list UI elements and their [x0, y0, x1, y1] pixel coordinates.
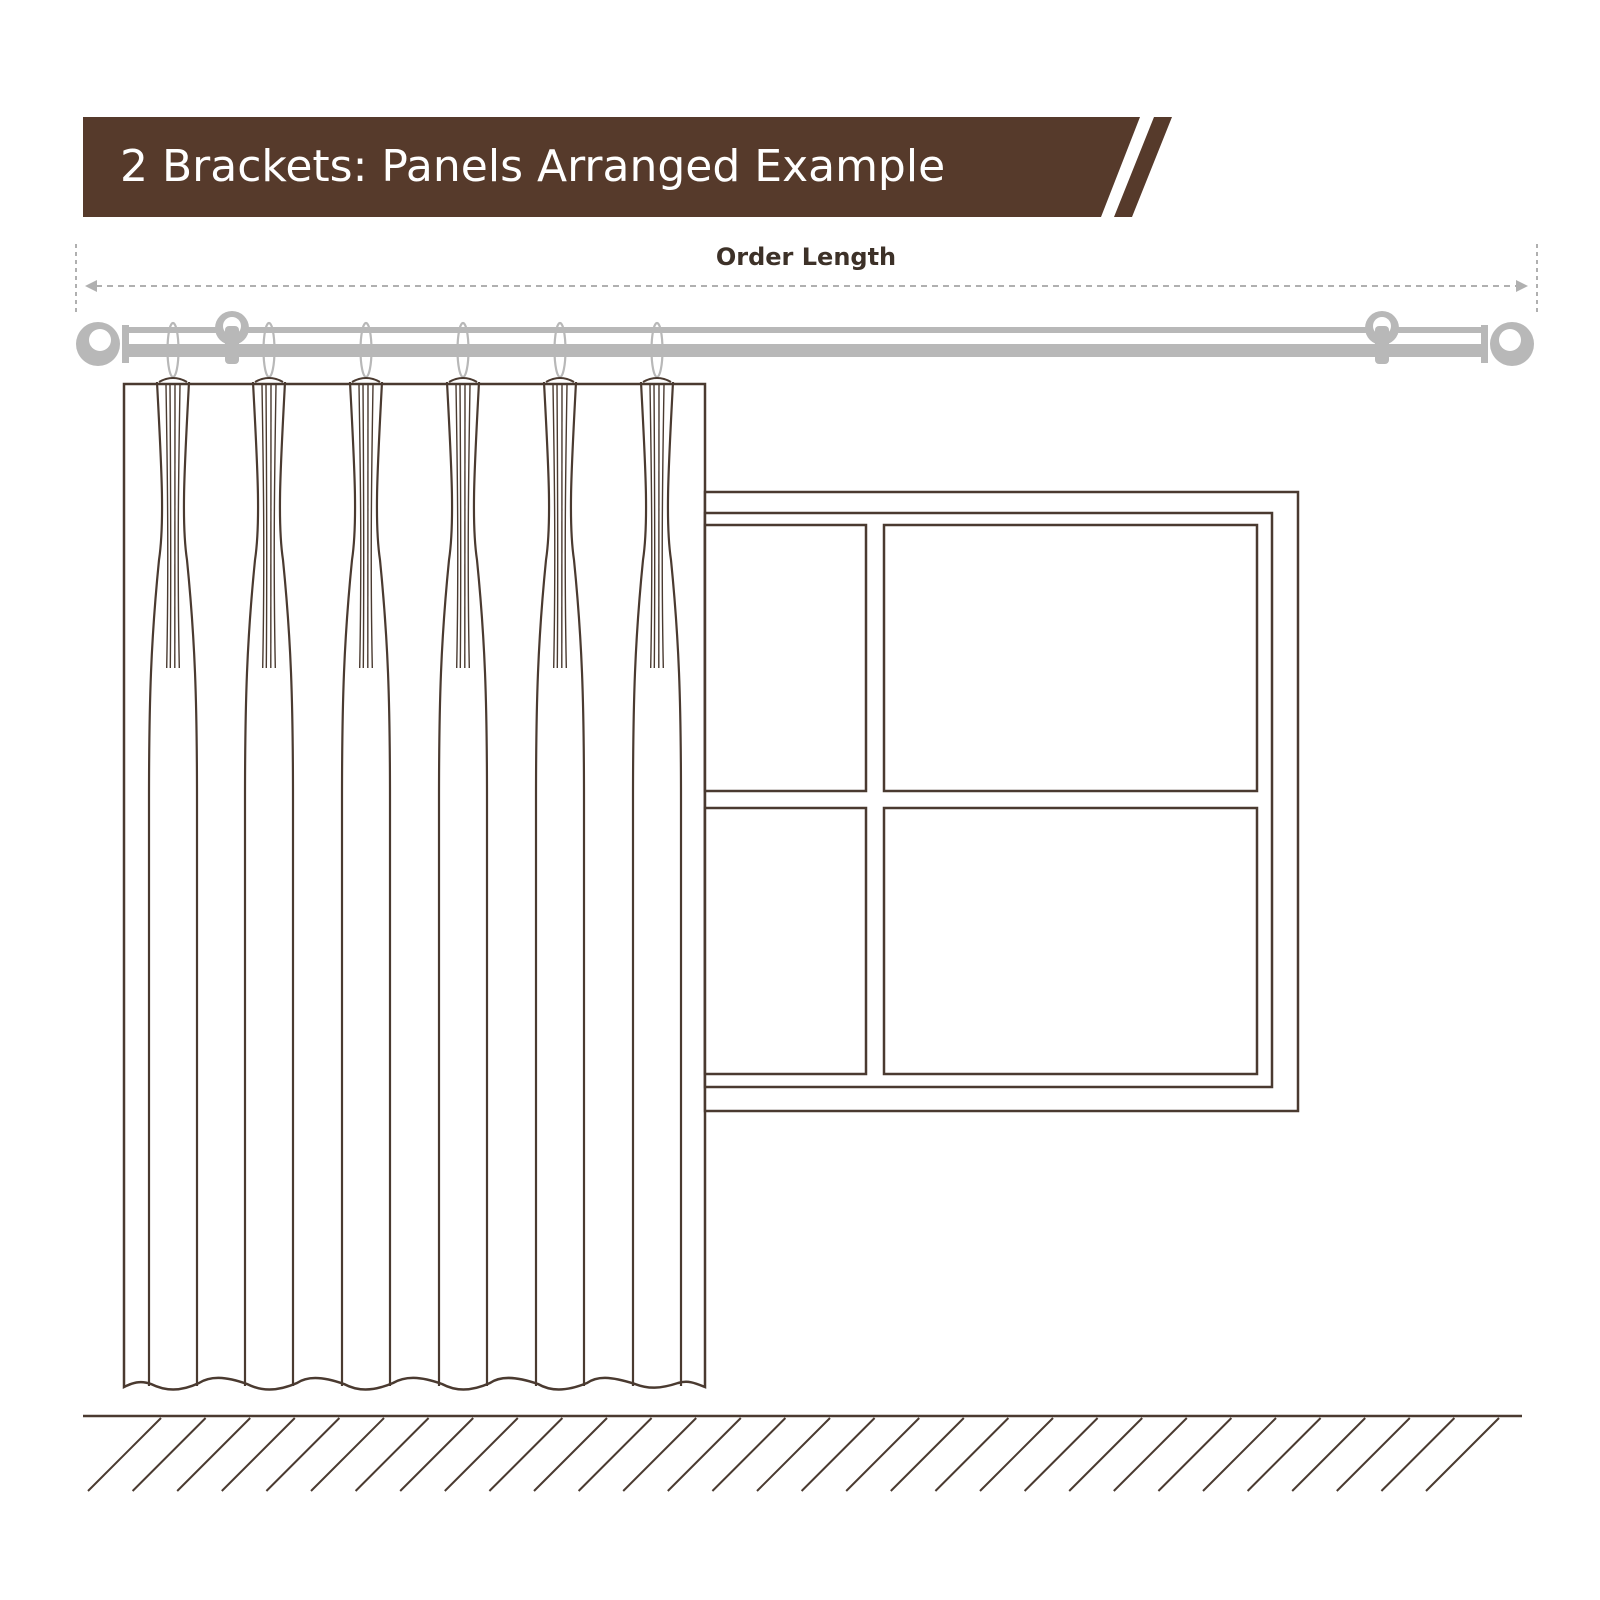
hatch-line	[935, 1418, 1008, 1491]
hatch-line	[1337, 1418, 1410, 1491]
hatch-line	[891, 1418, 964, 1491]
curtain-outline	[124, 384, 705, 1390]
hatch-line	[579, 1418, 652, 1491]
window-pane-top-left	[705, 525, 866, 791]
hatch-line	[489, 1418, 562, 1491]
rod-left-endcap	[122, 325, 129, 363]
hatch-line	[802, 1418, 875, 1491]
measure-label: Order Length	[715, 243, 897, 271]
order-length-measurement	[76, 243, 1537, 312]
hatch-line	[133, 1418, 206, 1491]
hatch-line	[623, 1418, 696, 1491]
hatch-line	[1069, 1418, 1142, 1491]
window	[705, 492, 1298, 1111]
hatch-line	[668, 1418, 741, 1491]
hatch-line	[534, 1418, 607, 1491]
rod-main	[122, 344, 1487, 357]
hatch-line	[846, 1418, 919, 1491]
hatch-line	[356, 1418, 429, 1491]
rod-right-endcap	[1481, 325, 1488, 363]
window-pane-top-right	[884, 525, 1257, 791]
hatch-line	[88, 1418, 161, 1491]
hatch-line	[1025, 1418, 1098, 1491]
hatch-line	[1203, 1418, 1276, 1491]
floor-hatching	[88, 1418, 1499, 1491]
measure-right-arrow	[1516, 280, 1528, 292]
finial-icon	[1490, 322, 1534, 366]
hatch-line	[712, 1418, 785, 1491]
hatch-line	[1248, 1418, 1321, 1491]
hatch-line	[266, 1418, 339, 1491]
hatch-line	[445, 1418, 518, 1491]
hatch-line	[177, 1418, 250, 1491]
hatch-line	[1426, 1418, 1499, 1491]
hatch-line	[1381, 1418, 1454, 1491]
rod-upper-track	[122, 327, 1487, 333]
hatch-line	[757, 1418, 830, 1491]
hatch-line	[1292, 1418, 1365, 1491]
hatch-line	[1158, 1418, 1231, 1491]
floor	[83, 1416, 1522, 1491]
title-banner	[83, 117, 1172, 217]
window-pane-bottom-right	[884, 808, 1257, 1074]
hatch-line	[1114, 1418, 1187, 1491]
hatch-line	[400, 1418, 473, 1491]
hatch-line	[222, 1418, 295, 1491]
curtain-rod	[76, 311, 1534, 366]
banner-title: 2 Brackets: Panels Arranged Example	[120, 141, 946, 192]
hatch-line	[980, 1418, 1053, 1491]
finial-icon	[76, 322, 120, 366]
curtain-panel	[124, 378, 705, 1390]
measure-left-arrow	[85, 280, 97, 292]
hatch-line	[311, 1418, 384, 1491]
window-pane-bottom-left	[705, 808, 866, 1074]
